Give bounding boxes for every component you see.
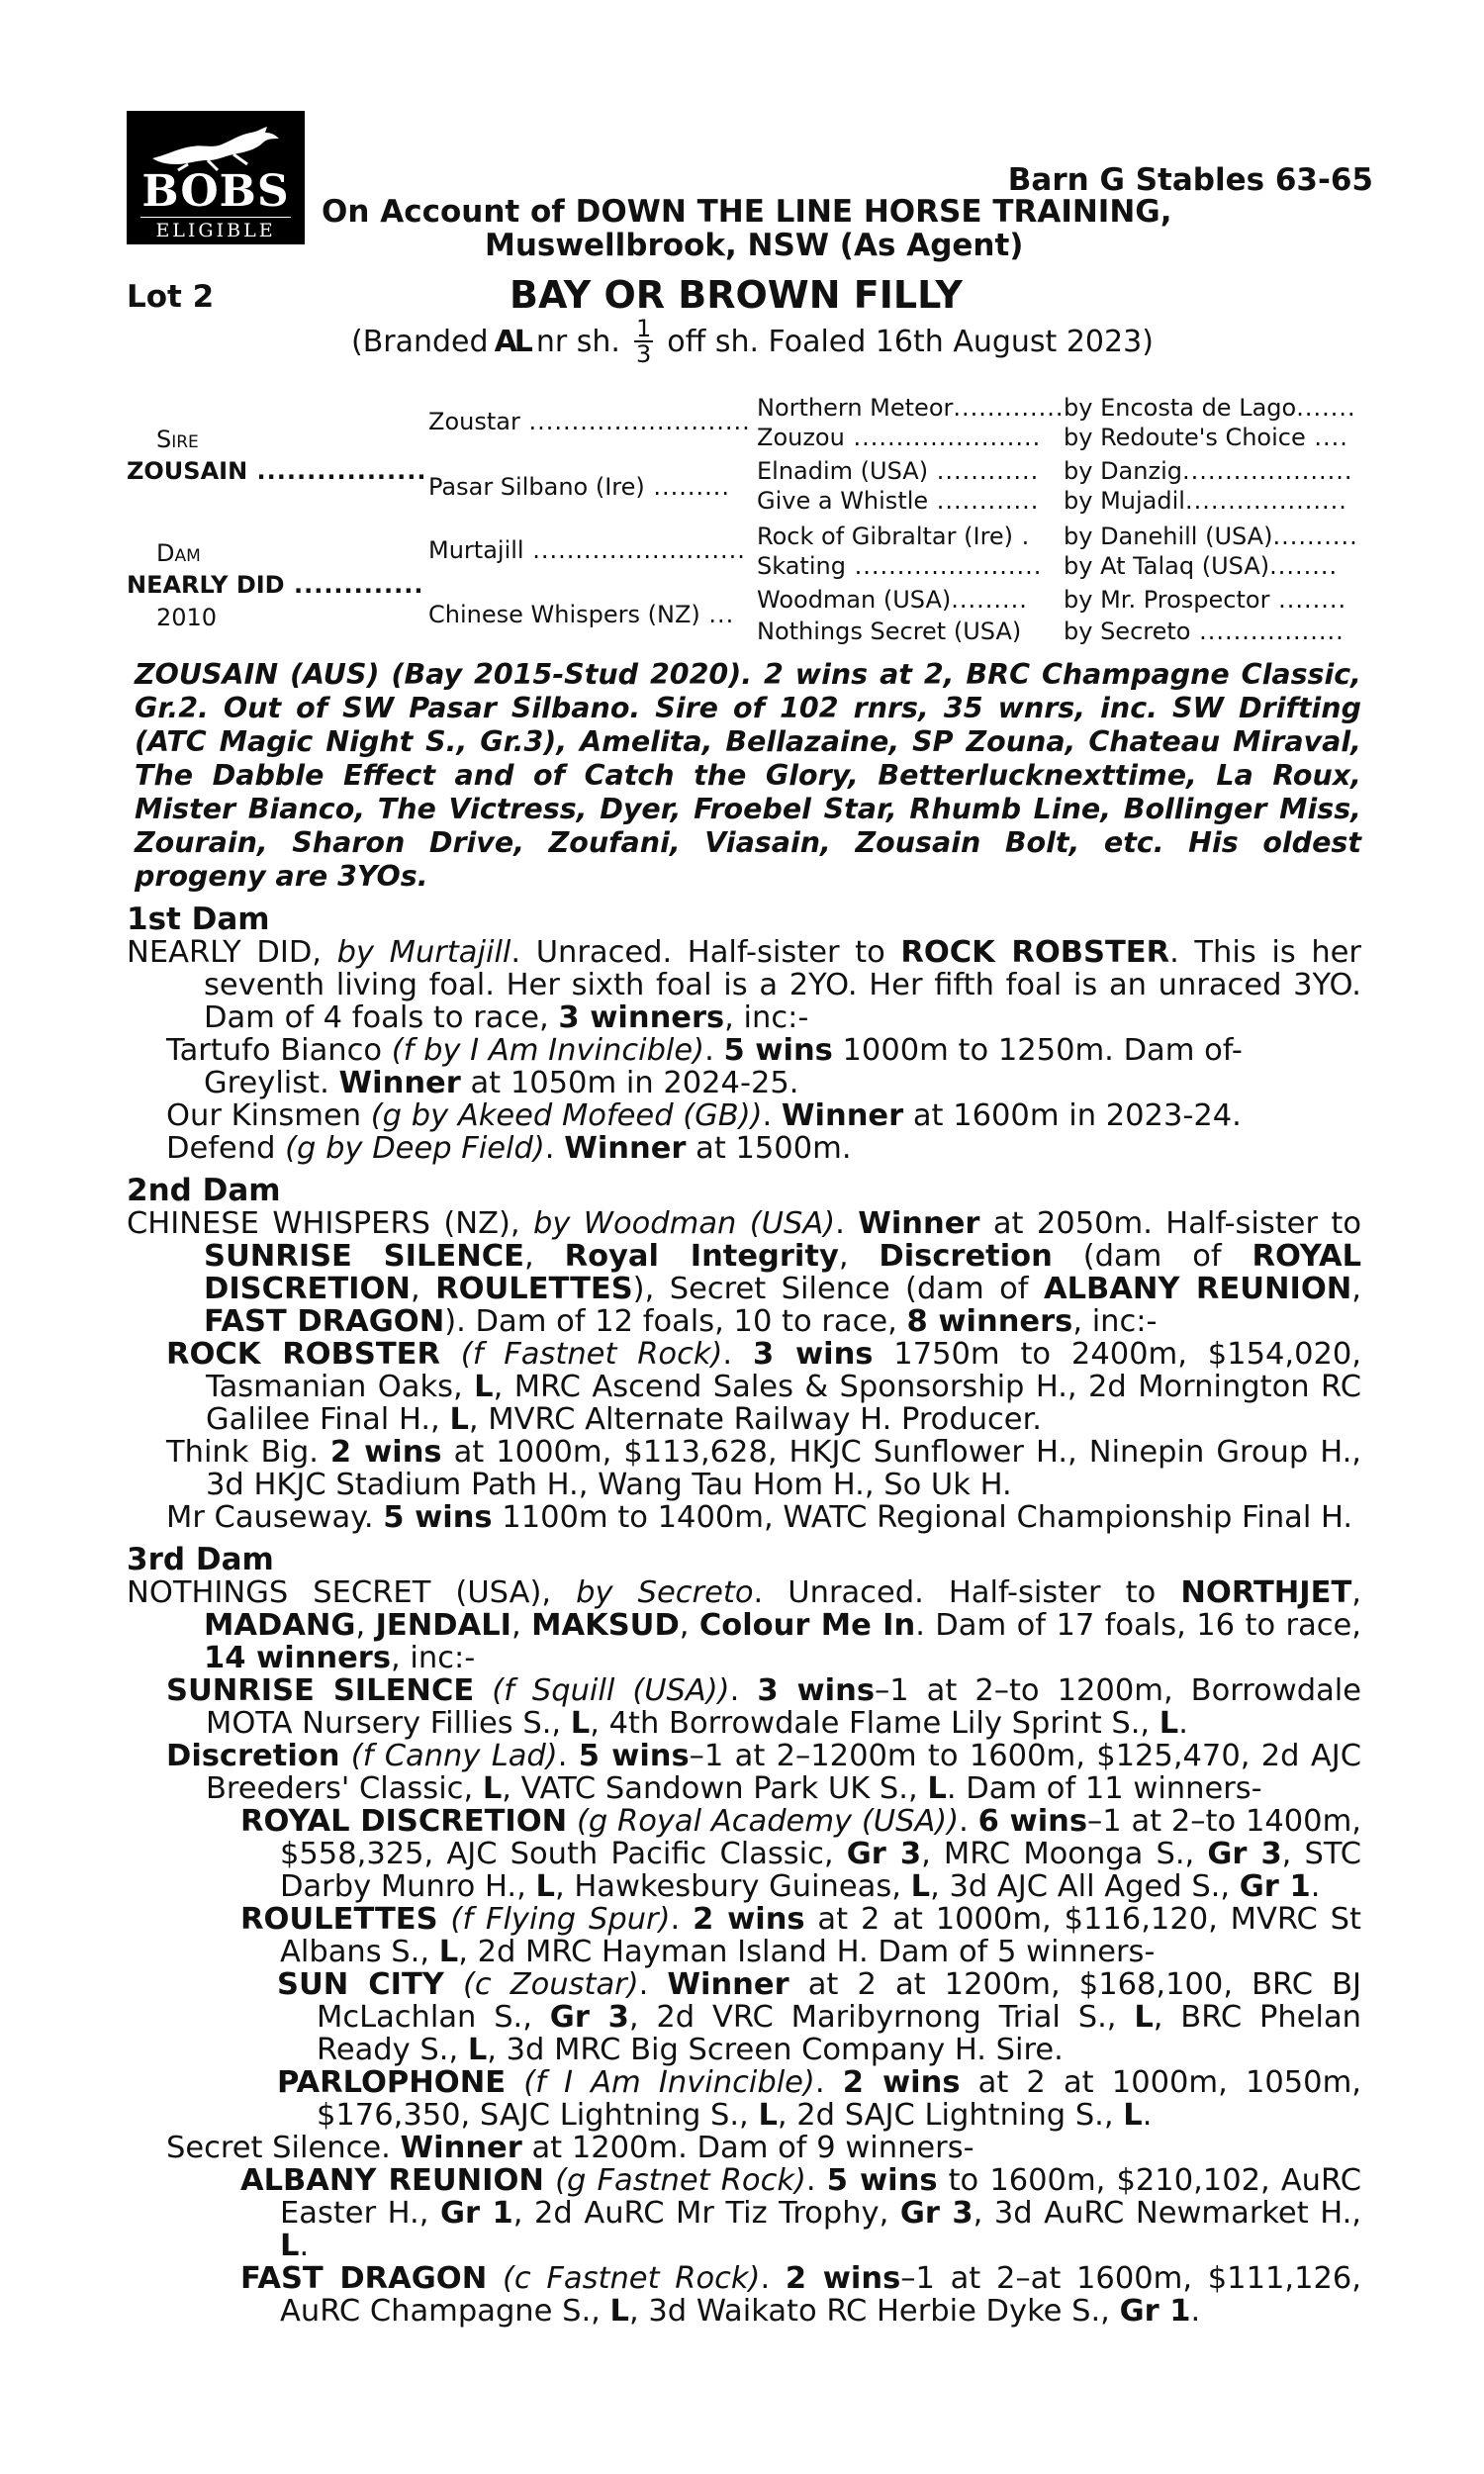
branded-prefix: (Branded bbox=[351, 324, 489, 359]
progeny-entry: FAST DRAGON (c Fastnet Rock). 2 wins–1 at 2–at 1600m, $111,126, AuRC Champagne S., L, 3d Waikato RC Herbie Dyke S., Gr 1. bbox=[240, 2261, 1361, 2329]
sire-sire: Zoustar bbox=[428, 408, 520, 435]
progeny-entry: Mr Causeway. 5 wins 1100m to 1400m, WATC Regional Championship Final H. bbox=[166, 1500, 1353, 1535]
progeny-entry: SUNRISE SILENCE (f Squill (USA)). 3 wins–1 at 2–to 1200m, Borrowdale MOTA Nursery Fillies S., L, 4th Borrowdale Flame Lily Sprint S., L. bbox=[166, 1673, 1362, 1741]
lot-title: BAY OR BROWN FILLY bbox=[510, 273, 963, 317]
dam-year: 2010 bbox=[156, 604, 218, 631]
dam-label: Dam bbox=[156, 539, 201, 567]
logo-word: BOBS bbox=[141, 166, 290, 217]
gg-by: by At Talaq (USA) bbox=[1064, 552, 1270, 580]
sire-dam: Pasar Silbano (Ire) bbox=[428, 473, 645, 501]
progeny-entry: Secret Silence. Winner at 1200m. Dam of 9 winners- bbox=[166, 2131, 974, 2165]
vendor-line: On Account of DOWN THE LINE HORSE TRAINING, bbox=[322, 194, 1172, 230]
progeny-entry: Discretion (f Canny Lad). 5 wins–1 at 2–1200m to 1600m, $125,470, 2d AJC Breeders' Classic, L, VATC Sandown Park UK S., L. Dam of 11 winners- bbox=[166, 1739, 1361, 1806]
progeny-entry: ALBANY REUNION (g Fastnet Rock). 5 wins to 1600m, $210,102, AuRC Easter H., Gr 1, 2d AuRC Mr Tiz Trophy, Gr 3, 3d AuRC Newmarket H., L. bbox=[240, 2163, 1361, 2263]
gg-by: by Mujadil bbox=[1064, 487, 1185, 515]
progeny-entry: Think Big. 2 wins at 1000m, $113,628, HKJC Sunflower H., Ninepin Group H., 3d HKJC Stadium Path H., Wang Tau Hom H., So Uk H. bbox=[166, 1435, 1361, 1502]
third-dam-heading: 3rd Dam bbox=[127, 1542, 274, 1577]
third-dam-para: NOTHINGS SECRET (USA), by Secreto. Unraced. Half-sister to NORTHJET, MADANG, JENDALI, MAKSUD, Colour Me In. Dam of 17 foals, 16 to race, 14 winners, inc:- bbox=[127, 1575, 1361, 1675]
progeny-entry: Greylist. Winner at 1050m in 2024-25. bbox=[204, 1066, 799, 1100]
sire-label: Sire bbox=[156, 426, 199, 453]
barn-location: Barn G Stables 63-65 bbox=[1007, 162, 1373, 198]
brand-mark: AL bbox=[494, 324, 530, 359]
progeny-entry: Our Kinsmen (g by Akeed Mofeed (GB)). Winner at 1600m in 2023-24. bbox=[166, 1098, 1242, 1133]
progeny-entry: ROYAL DISCRETION (g Royal Academy (USA)). 6 wins–1 at 2–to 1400m, $558,325, AJC South Pacific Classic, Gr 3, MRC Moonga S., Gr 3, STC Darby Munro H., L, Hawkesbury Guineas, L, 3d AJC All Aged S., Gr 1. bbox=[240, 1804, 1361, 1904]
gg-name: Skating bbox=[757, 552, 846, 580]
first-dam-heading: 1st Dam bbox=[127, 902, 270, 937]
second-dam-heading: 2nd Dam bbox=[127, 1173, 281, 1208]
progeny-entry: Defend (g by Deep Field). Winner at 1500m. bbox=[166, 1131, 852, 1166]
lot-number: Lot 2 bbox=[127, 279, 215, 315]
brand-fraction bbox=[634, 317, 653, 366]
progeny-entry: ROULETTES (f Flying Spur). 2 wins at 2 at 1000m, $116,120, MVRC St Albans S., L, 2d MRC Hayman Island H. Dam of 5 winners- bbox=[240, 1902, 1362, 1969]
gg-name: Rock of Gibraltar (Ire) bbox=[757, 523, 1014, 550]
gg-by: by Secreto bbox=[1064, 618, 1191, 645]
branded-suffix: off sh. Foaled 16th August 2023) bbox=[667, 324, 1154, 359]
gg-by: by Redoute's Choice bbox=[1064, 424, 1306, 451]
gg-name: Woodman (USA) bbox=[757, 586, 952, 614]
dam-name: NEARLY DID bbox=[127, 571, 285, 599]
horse-icon bbox=[148, 125, 283, 172]
gg-name: Give a Whistle bbox=[757, 487, 929, 515]
vendor-location: Muswellbrook, NSW (As Agent) bbox=[485, 228, 1024, 263]
dam-sire: Murtajill bbox=[428, 536, 524, 564]
sire-summary: ZOUSAIN (AUS) (Bay 2015-Stud 2020). 2 wins at 2, BRC Champagne Classic, Gr.2. Out of SW Pasar Silbano. Sire of 102 rnrs, 35 wnrs, inc. SW Drifting (ATC Magic Night S., Gr.3), Amelita, Bellazaine, SP Zouna, Chateau Miraval, The Dabble Effect and of Catch the Glory, Betterlucknexttime, La Roux, Mister Bianco, The Victress, Dyer, Froebel Star, Rhumb Line, Bollinger Miss, Zourain, Sharon Drive, Zoufani, Viasain, Zousain Bolt, etc. His oldest progeny are 3YOs. bbox=[135, 658, 1361, 893]
progeny-entry: SUN CITY (c Zoustar). Winner at 2 at 1200m, $168,100, BRC BJ McLachlan S., Gr 3, 2d VRC Maribyrnong Trial S., L, BRC Phelan Ready S., L, 3d MRC Big Screen Company H. Sire. bbox=[277, 1967, 1361, 2067]
sire-name: ZOUSAIN bbox=[127, 457, 248, 485]
catalogue-page: BOBS ELIGIBLE Barn G Stables 63-65 On Account of DOWN THE LINE HORSE TRAINING, Muswellbrook, NSW (As Agent) Lot 2 BAY OR BROWN FILLY (Branded AL nr sh. $\frac{1}{3}$ off sh. Foaled 16th August 2023) Sire ZOUSAIN ................. Dam NEARLY DID ............. 2010 Zoustar .......................... Pasar Silbano (Ire) ......... Murtajill ......................... Chinese Whispers (NZ) ... Northern Meteor............. by Encosta de Lago....... Zouzou ...................... by Redoute's Choice .... Elnadim (USA) ............ by Danzig.................... Give a Whistle ............ by Mujadil................... Rock of Gibraltar (Ire) . by Danehill (USA).......... Skating ...................... by At Talaq (USA)........ Woodman (USA)......... by Mr. Prospector ........ Nothings Secret (USA) by Secreto ................. ZOUSAIN (AUS) (Bay 2015-Stud 2020). 2 wins at 2, BRC Champagne Classic, Gr.2. Out of SW Pasar Silbano. Sire of 102 rnrs, 35 wnrs, inc. SW Drifting (ATC Magic Night S., Gr.3), Amelita, Bellazaine, SP Zouna, Chateau Miraval, The Dabble Effect and of Catch the Glory, Betterlucknexttime, La Roux, Mister Bianco, The Victress, Dyer, Froebel Star, Rhumb Line, Bollinger Miss, Zourain, Sharon Drive, Zoufani, Viasain, Zousain Bolt, etc. His oldest progeny are 3YOs. 1st Dam NEARLY DID, by Murtajill. Unraced. Half-sister to ROCK ROBSTER. This is her seventh living foal. Her sixth foal is a 2YO. Her fifth foal is an unraced 3YO. Dam of 4 foals to race, 3 winners, inc:- Tartufo Bianco (f by I Am Invincible). 5 wins 1000m to 1250m. Dam of- Greylist. Winner at 1050m in 2024-25. Our Kinsmen (g by Akeed Mofeed (GB)). Winner at 1600m in 2023-24. Defend (g by Deep Field). Winner at 1500m. 2nd Dam CHINESE WHISPERS (NZ), by Woodman (USA). Winner at 2050m. Half-sister to SUNRISE SILENCE, Royal Integrity, Discretion (dam of ROYAL DISCRETION, ROULETTES), Secret Silence (dam of ALBANY REUNION, FAST DRAGON). Dam of 12 foals, 10 to race, 8 winners, inc:- ROCK ROBSTER (f Fastnet Rock). 3 wins 1750m to 2400m, $154,020, Tasmanian Oaks, L, MRC Ascend Sales & Sponsorship H., 2d Mornington RC Galilee Final H., L, MVRC Alternate Railway H. Producer. Think Big. 2 wins at 1000m, $113,628, HKJC Sunflower H., Ninepin Group H., 3d HKJC Stadium Path H., Wang Tau Hom H., So Uk H. Mr Causeway. 5 wins 1100m to 1400m, WATC Regional Championship Final H. 3rd Dam NOTHINGS SECRET (USA), by Secreto. Unraced. Half-sister to NORTHJET, MADANG, JENDALI, MAKSUD, Colour Me In. Dam of 17 foals, 16 to race, 14 winners, inc:- SUNRISE SILENCE (f Squill (USA)). 3 wins–1 at 2–to 1200m, Borrowdale MOTA Nursery Fillies S., L, 4th Borrowdale Flame Lily Sprint S., L. Discretion (f Canny Lad). 5 wins–1 at 2–1200m to 1600m, $125,470, 2d AJC Breeders' Classic, L, VATC Sandown Park UK S., L. Dam of 11 winners- ROYAL DISCRETION (g Royal Academy (USA)). 6 wins–1 at 2–to 1400m, $558,325, AJC South Pacific Classic, Gr 3, MRC Moonga S., Gr 3, STC Darby Munro H., L, Hawkesbury Guineas, L, 3d AJC All Aged S., Gr 1. ROULETTES (f Flying Spur). 2 wins at 2 at 1000m, $116,120, MVRC St Albans S., L, 2d MRC Hayman Island H. Dam of 5 winners- SUN CITY (c Zoustar). Winner at 2 at 1200m, $168,100, BRC BJ McLachlan S., Gr 3, 2d VRC Maribyrnong Trial S., L, BRC Phelan Ready S., L, 3d MRC Big Screen Company H. Sire. PARLOPHONE (f I Am Invincible). 2 wins at 2 at 1000m, 1050m, $176,350, SAJC Lightning S., L, 2d SAJC Lightning S., L. Secret Silence. Winner at 1200m. Dam of 9 winners- ALBANY REUNION (g Fastnet Rock). 5 wins to 1600m, $210,102, AuRC Easter H., Gr 1, 2d AuRC Mr Tiz Trophy, Gr 3, 3d AuRC Newmarket H., L. FAST DRAGON (c Fastnet Rock). 2 wins–1 at 2–at 1600m, $111,126, AuRC Champagne S., L, 3d Waikato RC Herbie Dyke S., Gr 1. bbox=[0, 0, 1484, 2474]
progeny-entry: PARLOPHONE (f I Am Invincible). 2 wins at 2 at 1000m, 1050m, $176,350, SAJC Lightning S., L, 2d SAJC Lightning S., L. bbox=[277, 2065, 1361, 2133]
catalogue-body bbox=[127, 658, 1361, 2328]
logo-sub: ELIGIBLE bbox=[140, 217, 291, 241]
gg-name: Zouzou bbox=[757, 424, 845, 451]
fraction-numerator: 1 bbox=[635, 315, 652, 342]
second-dam-para: CHINESE WHISPERS (NZ), by Woodman (USA). Winner at 2050m. Half-sister to SUNRISE SILENCE, Royal Integrity, Discretion (dam of ROYAL DISCRETION, ROULETTES), Secret Silence (dam of ALBANY REUNION, FAST DRAGON). Dam of 12 foals, 10 to race, 8 winners, inc:- bbox=[127, 1206, 1362, 1339]
brand-details bbox=[351, 317, 1154, 366]
fraction-denominator: 3 bbox=[635, 340, 652, 368]
gg-name: Northern Meteor bbox=[757, 394, 954, 422]
gg-by: by Danehill (USA) bbox=[1064, 523, 1273, 550]
gg-by: by Danzig bbox=[1064, 457, 1182, 485]
bobs-eligible-logo bbox=[127, 111, 305, 244]
dam-dam: Chinese Whispers (NZ) bbox=[428, 601, 700, 628]
gg-name: Elnadim (USA) bbox=[757, 457, 929, 485]
gg-by: by Mr. Prospector bbox=[1064, 586, 1270, 614]
branded-mid: nr sh. bbox=[535, 324, 620, 359]
first-dam-para: NEARLY DID, by Murtajill. Unraced. Half-sister to ROCK ROBSTER. This is her seventh living foal. Her sixth foal is a 2YO. Her fifth foal is an unraced 3YO. Dam of 4 foals to race, 3 winners, inc:- bbox=[127, 935, 1361, 1035]
gg-name: Nothings Secret (USA) bbox=[757, 618, 1022, 645]
gg-by: by Encosta de Lago bbox=[1064, 394, 1297, 422]
progeny-entry: Tartufo Bianco (f by I Am Invincible). 5 wins 1000m to 1250m. Dam of- bbox=[166, 1033, 1243, 1068]
progeny-entry: ROCK ROBSTER (f Fastnet Rock). 3 wins 1750m to 2400m, $154,020, Tasmanian Oaks, L, MRC Ascend Sales & Sponsorship H., 2d Mornington RC Galilee Final H., L, MVRC Alternate Railway H. Producer. bbox=[166, 1337, 1362, 1437]
